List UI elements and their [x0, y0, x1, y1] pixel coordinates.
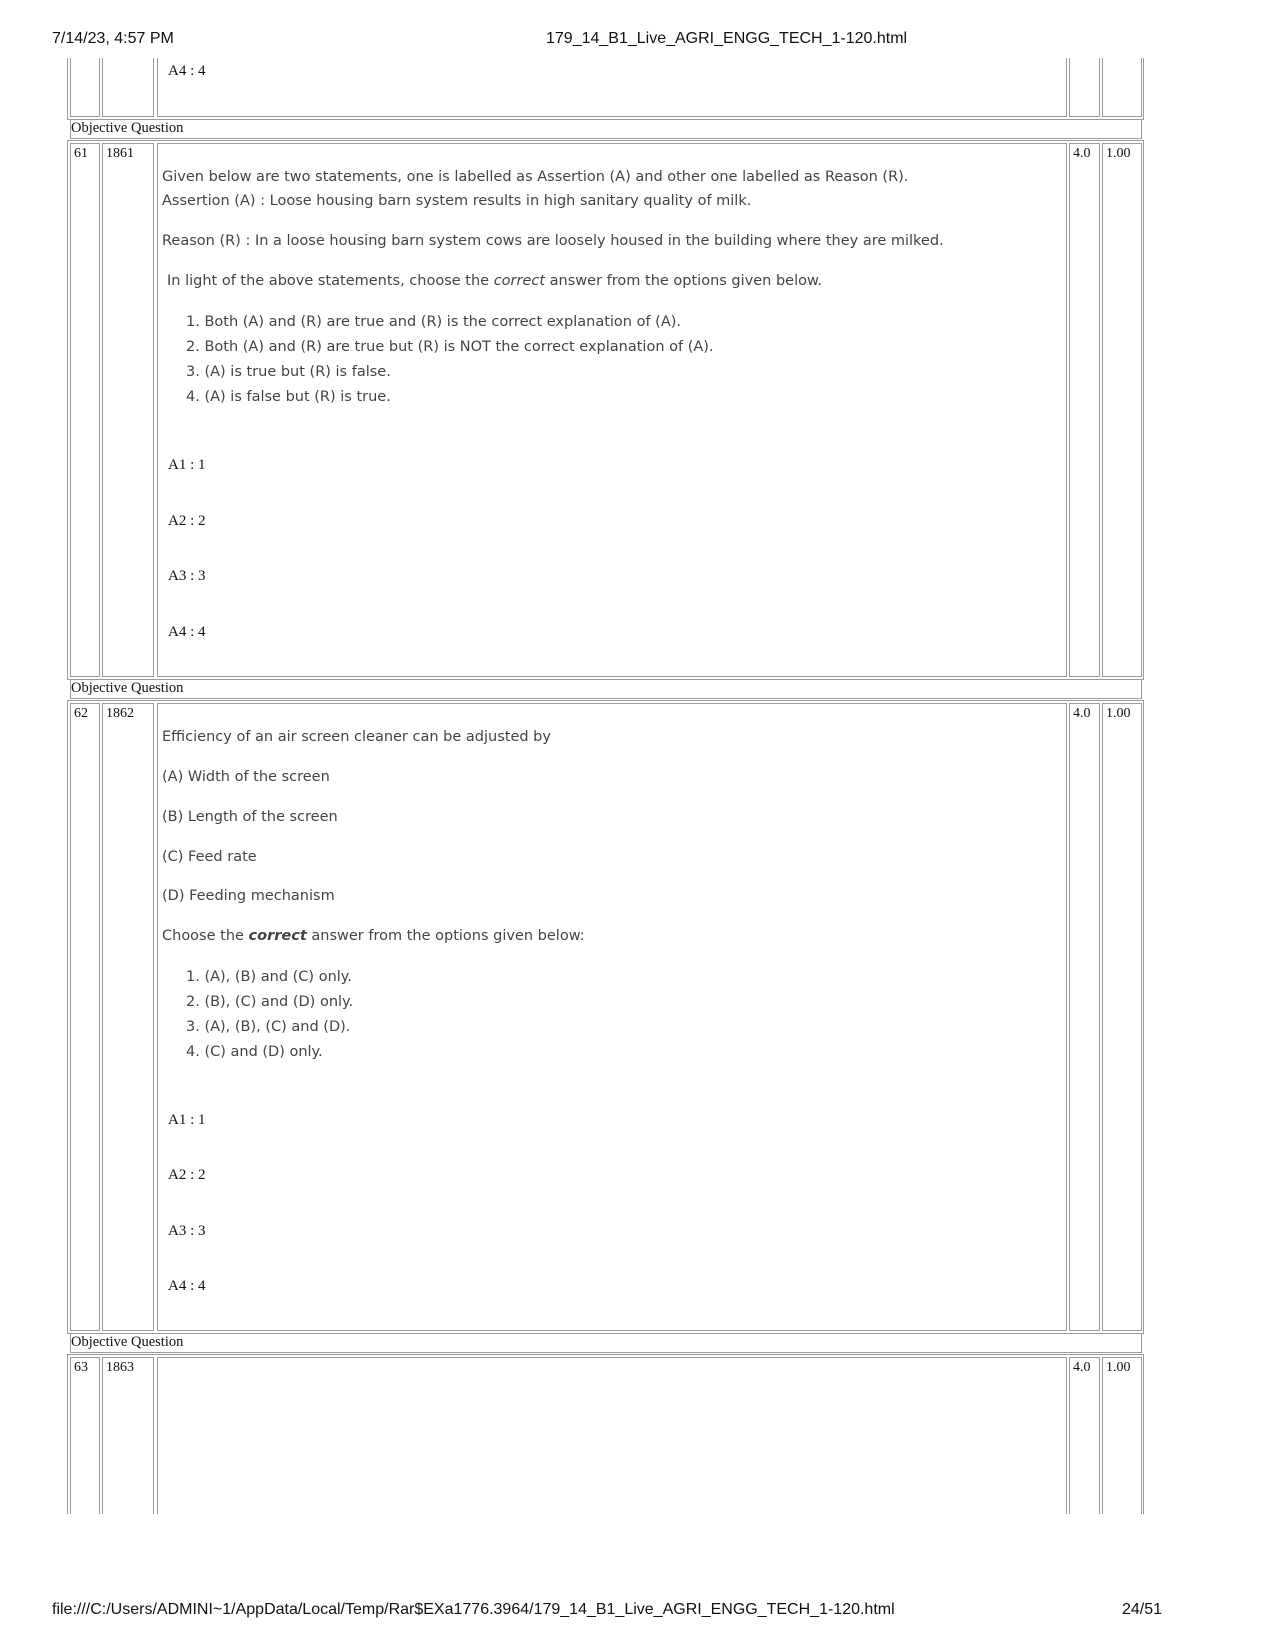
option-list: [186, 310, 714, 410]
answer-option: A3 : 3: [168, 1223, 206, 1239]
negative-marks-cell: [1102, 143, 1142, 677]
question-text-line: Reason (R) : In a loose housing barn system cows are loosely housed in the building where they are milked.: [162, 233, 944, 249]
print-file-path: file:///C:/Users/ADMINI~1/AppData/Local/Temp/Rar$EXa1776.3964/179_14_B1_Live_AGRI_ENGG_TECH_1-120.html: [52, 1601, 895, 1618]
question-cell: [157, 1357, 1067, 1514]
option-item: 1. (A), (B) and (C) only.: [186, 969, 352, 985]
serial-number: 63: [74, 1360, 88, 1375]
option-item: 2. (B), (C) and (D) only.: [186, 994, 354, 1010]
question-text-line: Assertion (A) : Loose housing barn system results in high sanitary quality of milk.: [162, 193, 752, 209]
question-text-line: Efficiency of an air screen cleaner can be adjusted by: [162, 729, 551, 745]
print-datetime: 7/14/23, 4:57 PM: [52, 30, 174, 47]
section-label-row: [70, 1333, 1142, 1353]
print-document-title: 179_14_B1_Live_AGRI_ENGG_TECH_1-120.html: [546, 30, 908, 47]
section-label: Objective Question: [71, 1334, 184, 1350]
question-id: 1863: [106, 1360, 134, 1375]
negative-marks: 1.00: [1106, 1360, 1131, 1375]
question-text-line: (C) Feed rate: [162, 849, 257, 865]
answer-option: A2 : 2: [168, 513, 206, 529]
answer-option: A1 : 1: [168, 1112, 206, 1128]
question-cell: [157, 58, 1067, 117]
negative-marks: 1.00: [1106, 146, 1131, 161]
question-text-line: (B) Length of the screen: [162, 809, 338, 825]
answer-option: A2 : 2: [168, 1167, 206, 1183]
option-item: 2. Both (A) and (R) are true but (R) is NOT the correct explanation of (A).: [186, 339, 714, 355]
answer-option: A4 : 4: [168, 624, 206, 640]
sno-cell: [70, 1357, 100, 1514]
serial-number: 61: [74, 146, 88, 161]
instruction-text: Choose the correct answer from the options given below:: [162, 928, 585, 944]
question-text-line: (D) Feeding mechanism: [162, 888, 335, 904]
question-id: 1861: [106, 146, 134, 161]
marks: 4.0: [1073, 1360, 1091, 1375]
option-item: 3. (A) is true but (R) is false.: [186, 364, 391, 380]
negative-marks-cell: [1102, 1357, 1142, 1514]
sno-cell: [70, 703, 100, 1331]
serial-number: 62: [74, 706, 88, 721]
answer-option: A4 : 4: [168, 1278, 206, 1294]
instruction-text: In light of the above statements, choose the correct answer from the options given below.: [167, 273, 823, 289]
option-item: 3. (A), (B), (C) and (D).: [186, 1019, 351, 1035]
negative-marks: 1.00: [1106, 706, 1131, 721]
negative-marks-cell: [1102, 58, 1142, 117]
question-cell: [157, 143, 1067, 677]
section-label: Objective Question: [71, 680, 184, 696]
qid-cell: [102, 58, 154, 117]
marks-cell: [1069, 143, 1100, 677]
section-label-row: [70, 679, 1142, 699]
answer-option: A1 : 1: [168, 457, 206, 473]
sno-cell: [70, 58, 100, 117]
option-item: 4. (A) is false but (R) is true.: [186, 389, 391, 405]
section-label-row: [70, 119, 1142, 139]
section-label: Objective Question: [71, 120, 184, 136]
option-item: 1. Both (A) and (R) are true and (R) is the correct explanation of (A).: [186, 314, 682, 330]
question-id: 1862: [106, 706, 134, 721]
page-number: 24/51: [1122, 1601, 1163, 1618]
marks: 4.0: [1073, 146, 1091, 161]
question-text-line: Given below are two statements, one is labelled as Assertion (A) and other one labelled as Reason (R).: [162, 169, 909, 185]
answer-option: A3 : 3: [168, 568, 206, 584]
answer-option: A4 : 4: [168, 63, 206, 79]
qid-cell: [102, 143, 154, 677]
marks: 4.0: [1073, 706, 1091, 721]
option-list: [186, 965, 353, 1065]
sno-cell: [70, 143, 100, 677]
qid-cell: [102, 703, 154, 1331]
marks-cell: [1069, 703, 1100, 1331]
option-item: 4. (C) and (D) only.: [186, 1044, 323, 1060]
marks-cell: [1069, 1357, 1100, 1514]
question-text-line: (A) Width of the screen: [162, 769, 330, 785]
qid-cell: [102, 1357, 154, 1514]
negative-marks-cell: [1102, 703, 1142, 1331]
marks-cell: [1069, 58, 1100, 117]
